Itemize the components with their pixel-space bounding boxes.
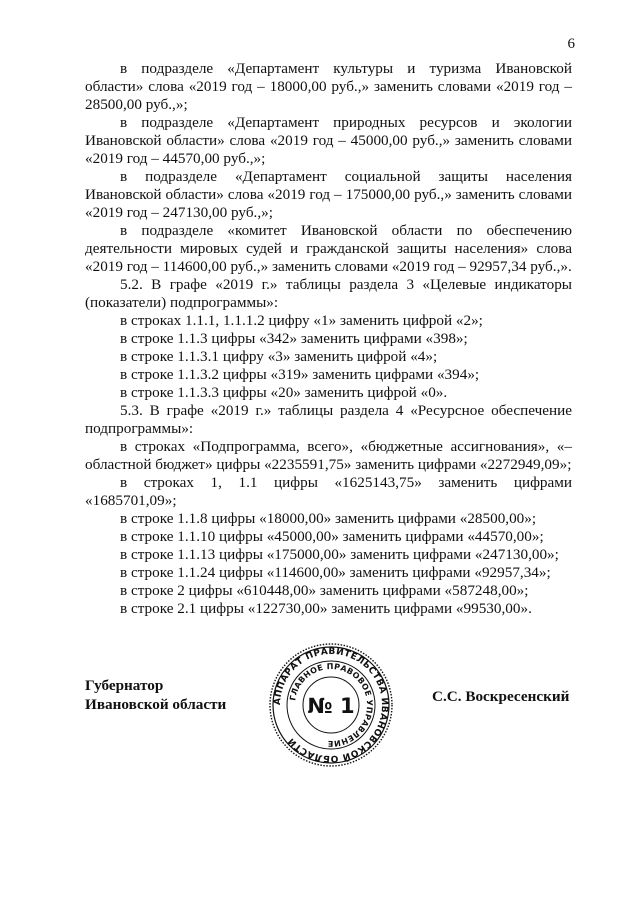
stamp-number: № 1 [307,694,355,718]
signatory-title-line2: Ивановской области [85,696,227,713]
paragraph: в строке 1.1.3 цифры «342» заменить цифрами «398»; [120,330,468,347]
stamp-outer-text: АППАРАТ ПРАВИТЕЛЬСТВА ИВАНОВСКОЙ ОБЛАСТИ [272,646,390,764]
paragraph: в строке 2 цифры «610448,00» заменить цифрами «587248,00»; [120,582,529,599]
paragraph: в строке 1.1.3.3 цифры «20» заменить цифрой «0». [120,384,448,401]
signature-block [0,646,640,782]
paragraph: в строке 1.1.13 цифры «175000,00» заменить цифрами «247130,00»; [120,546,559,563]
signatory-name: С.С. Воскресенский [432,688,570,705]
paragraph: в строке 1.1.3.1 цифру «3» заменить цифрой «4»; [120,348,438,365]
page-number: 6 [567,36,575,52]
paragraph: в строках «Подпрограмма, всего», «бюджетные ассигнования», «– областной бюджет» цифры «2235591,75» заменить цифрами «2272949,09»; [85,438,572,473]
paragraph: в строках 1, 1.1 цифры «1625143,75» заменить цифрами «1685701,09»; [85,474,572,509]
paragraph: в строках 1.1.1, 1.1.1.2 цифру «1» заменить цифрой «2»; [120,312,483,329]
paragraph: в строке 1.1.3.2 цифры «319» заменить цифрами «394»; [120,366,480,383]
paragraph: в строке 2.1 цифры «122730,00» заменить цифрами «99530,00». [120,600,532,617]
signatory-title-line1: Губернатор [85,677,164,694]
paragraph: 5.2. В графе «2019 г.» таблицы раздела 3 «Целевые индикаторы (показатели) подпрограммы»: [85,276,572,311]
signatory-title [85,676,226,714]
paragraph: в строке 1.1.24 цифры «114600,00» заменить цифрами «92957,34»; [120,564,551,581]
paragraph: в строке 1.1.8 цифры «18000,00» заменить цифрами «28500,00»; [120,510,537,527]
paragraph: в подразделе «Департамент культуры и туризма Ивановской области» слова «2019 год – 18000,00 руб.,» заменить словами «2019 год – 28500,00 руб.,»; [85,60,572,113]
stamp-inner-text: ГЛАВНОЕ ПРАВОВОЕ УПРАВЛЕНИЕ [288,661,375,749]
paragraph: в подразделе «Департамент природных ресурсов и экологии Ивановской области» слова «2019 год – 45000,00 руб.,» заменить словами «2019 год – 44570,00 руб.,»; [85,114,572,167]
paragraph: в подразделе «комитет Ивановской области по обеспечению деятельности мировых судей и гражданской защиты населения» слова «2019 год – 114600,00 руб.,» заменить словами «2019 год – 92957,34 руб.,». [85,222,572,275]
document-body [85,60,572,618]
paragraph: 5.3. В графе «2019 г.» таблицы раздела 4 «Ресурсное обеспечение подпрограммы»: [85,402,572,437]
paragraph: в строке 1.1.10 цифры «45000,00» заменить цифрами «44570,00»; [120,528,544,545]
paragraph: в подразделе «Департамент социальной защиты населения Ивановской области» слова «2019 год – 175000,00 руб.,» заменить словами «2019 год – 247130,00 руб.,»; [85,168,572,221]
official-stamp [268,642,394,768]
